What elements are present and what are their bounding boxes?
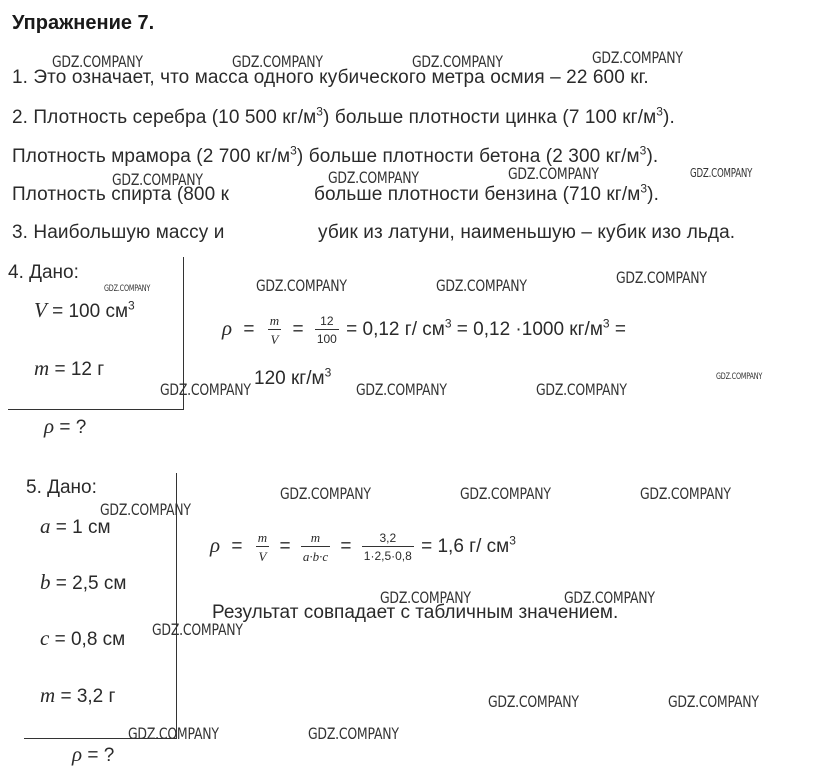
- watermark: GDZ.COMPANY: [152, 620, 243, 639]
- p4-fraction-m-over-v: $\frac{m}{V}$: [269, 313, 280, 347]
- watermark: GDZ.COMPANY: [356, 380, 447, 399]
- watermark: GDZ.COMPANY: [690, 166, 753, 180]
- watermark: GDZ.COMPANY: [104, 284, 151, 294]
- watermark: GDZ.COMPANY: [488, 692, 579, 711]
- obscured-area: [255, 180, 313, 206]
- watermark: GDZ.COMPANY: [564, 588, 655, 607]
- watermark: GDZ.COMPANY: [716, 372, 763, 382]
- p4-result: 120 $кг/м^3$: [254, 365, 332, 389]
- watermark: GDZ.COMPANY: [460, 484, 551, 503]
- watermark: GDZ.COMPANY: [592, 48, 683, 67]
- watermark: GDZ.COMPANY: [100, 500, 191, 519]
- p5-fraction-values: $\frac{3,2}{1\cdot 2,5\cdot 0,8}$: [363, 531, 412, 563]
- watermark: GDZ.COMPANY: [412, 52, 503, 71]
- answer-line-3: Плотность мрамора (2 700 $кг/м^3$) больше плотности бетона (2 300 $кг/м^3$).: [12, 143, 659, 167]
- answer-line-5b: убик из латуни, наименьшую – кубик изо льда.: [318, 222, 736, 243]
- watermark: GDZ.COMPANY: [328, 168, 419, 187]
- watermark: GDZ.COMPANY: [536, 380, 627, 399]
- watermark: GDZ.COMPANY: [160, 380, 251, 399]
- p4-unknown-density: ρ = ?: [44, 414, 87, 438]
- p4-given-label: 4. Дано:: [8, 262, 79, 283]
- p5-given-c: c = 0,8 см: [40, 626, 126, 650]
- p5-given-label: 5. Дано:: [26, 477, 97, 498]
- p5-unknown-density: ρ = ?: [72, 742, 115, 766]
- p5-fraction-m-over-v: $\frac{m}{V}$: [257, 530, 268, 564]
- watermark: GDZ.COMPANY: [112, 170, 203, 189]
- watermark: GDZ.COMPANY: [256, 276, 347, 295]
- watermark: GDZ.COMPANY: [436, 276, 527, 295]
- answer-line-1: 1. Это означает, что масса одного кубического метра осмия – 22 600 кг.: [12, 67, 649, 88]
- answer-line-4a: Плотность спирта (800 к: [12, 184, 230, 205]
- watermark: GDZ.COMPANY: [380, 588, 471, 607]
- answer-line-5a: 3. Наибольшую массу и: [12, 222, 225, 243]
- watermark: GDZ.COMPANY: [616, 268, 707, 287]
- p4-formula: ρ = $\frac{m}{V}$ = $\frac{12}{100}$ = 0,12 г/ $см^3 = 0,12 \cdot 1000$ $кг/м^3$ =: [222, 313, 626, 347]
- answer-line-2: 2. Плотность серебра (10 500 $кг/м^3$) больше плотности цинка (7 100 $кг/м^3$).: [12, 104, 675, 128]
- watermark: GDZ.COMPANY: [508, 164, 599, 183]
- p5-fraction-m-over-abc: $\frac{m}{a\cdot b\cdot c}$: [302, 530, 329, 564]
- p4-given-volume: V = 100 $см^3$: [34, 298, 135, 322]
- obscured-area: [246, 218, 318, 246]
- watermark: GDZ.COMPANY: [52, 52, 143, 71]
- p5-given-mass: m = 3,2 г: [40, 683, 116, 707]
- watermark: GDZ.COMPANY: [308, 724, 399, 743]
- p4-given-mass: m = 12 г: [34, 356, 105, 380]
- watermark: GDZ.COMPANY: [232, 52, 323, 71]
- watermark: GDZ.COMPANY: [280, 484, 371, 503]
- p4-fraction-values: $\frac{12}{100}$: [316, 314, 337, 346]
- watermark: GDZ.COMPANY: [668, 692, 759, 711]
- p5-note: Результат совпадает с табличным значением.: [212, 602, 619, 623]
- page-title: Упражнение 7.: [12, 12, 155, 34]
- watermark: GDZ.COMPANY: [640, 484, 731, 503]
- p5-formula: ρ = $\frac{m}{V}$ = $\frac{m}{a\cdot b\cdot c}$ = $\frac{3,2}{1\cdot 2,5\cdot 0,8}$ = 1,6 г/ $см^3$: [210, 530, 516, 564]
- watermark: GDZ.COMPANY: [128, 724, 219, 743]
- p5-given-a: a = 1 см: [40, 514, 111, 538]
- p4-given-divider-horizontal: [8, 409, 184, 410]
- p5-given-b: b = 2,5 см: [40, 570, 127, 594]
- answer-line-4b: больше плотности бензина (710 $кг/м^3$).: [314, 181, 659, 205]
